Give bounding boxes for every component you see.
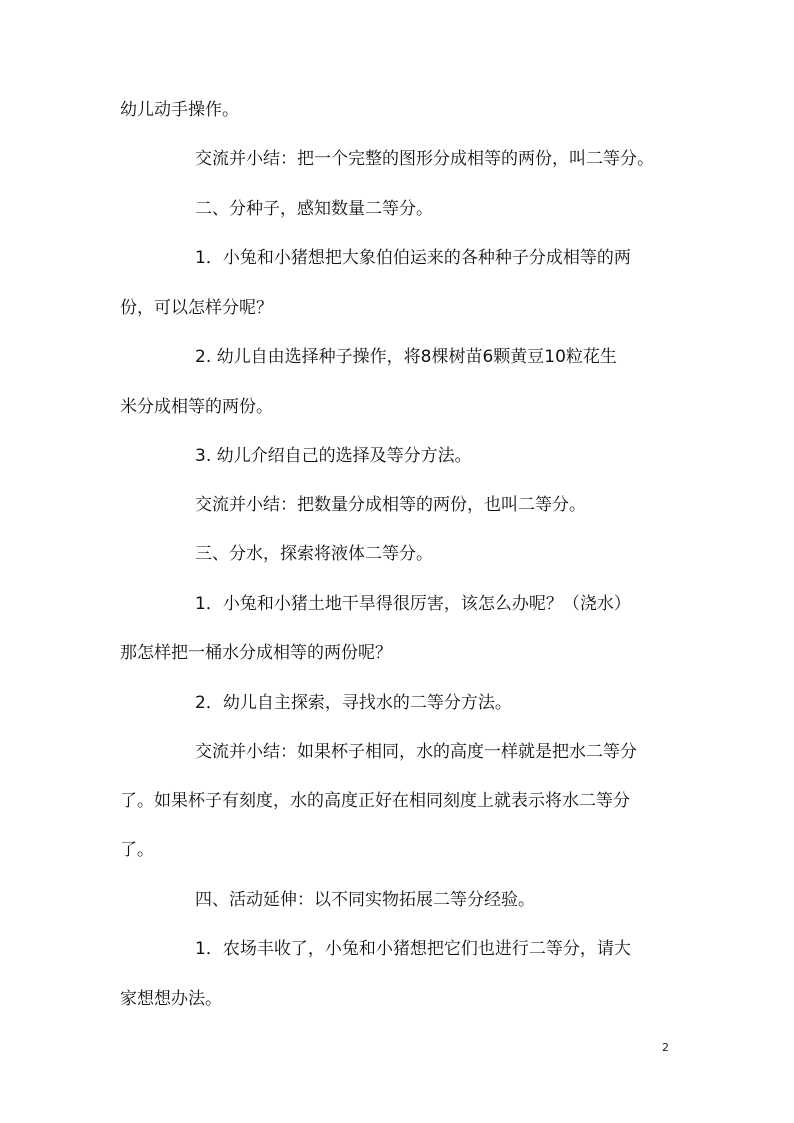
section-heading-2: 二、分种子，感知数量二等分。	[195, 199, 433, 219]
text-line-2: 交流并小结：把一个完整的图形分成相等的两份，叫二等分。	[195, 149, 654, 169]
section-heading-3: 三、分水，探索将液体二等分。	[195, 544, 433, 564]
text-line-7: 米分成相等的两份。	[120, 397, 273, 417]
text-line-15: 了。如果杯子有刻度，水的高度正好在相同刻度上就表示将水二等分	[120, 791, 630, 811]
text-line-14: 交流并小结：如果杯子相同，水的高度一样就是把水二等分	[195, 742, 637, 762]
text-line-16: 了。	[120, 840, 154, 860]
text-line-13: 2．幼儿自主探索，寻找水的二等分方法。	[195, 693, 512, 713]
text-line-18: 1．农场丰收了，小兔和小猪想把它们也进行二等分，请大	[195, 939, 631, 959]
text-line-8: 3. 幼儿介绍自己的选择及等分方法。	[195, 446, 472, 466]
text-line-6: 2. 幼儿自由选择种子操作，将8棵树苗6颗黄豆10粒花生	[195, 347, 617, 367]
text-line-5: 份，可以怎样分呢？	[120, 298, 273, 318]
text-line-12: 那怎样把一桶水分成相等的两份呢？	[120, 643, 392, 663]
text-line-9: 交流并小结：把数量分成相等的两份，也叫二等分。	[195, 495, 586, 515]
text-line-19: 家想想办法。	[120, 989, 222, 1009]
text-line-4: 1．小兔和小猪想把大象伯伯运来的各种种子分成相等的两	[195, 248, 631, 268]
page-number: 2	[662, 1041, 669, 1054]
text-line-11: 1．小兔和小猪土地干旱得很厉害，该怎么办呢？（浇水）	[195, 594, 631, 614]
section-heading-4: 四、活动延伸：以不同实物拓展二等分经验。	[195, 890, 535, 910]
text-line-1: 幼儿动手操作。	[120, 100, 239, 120]
